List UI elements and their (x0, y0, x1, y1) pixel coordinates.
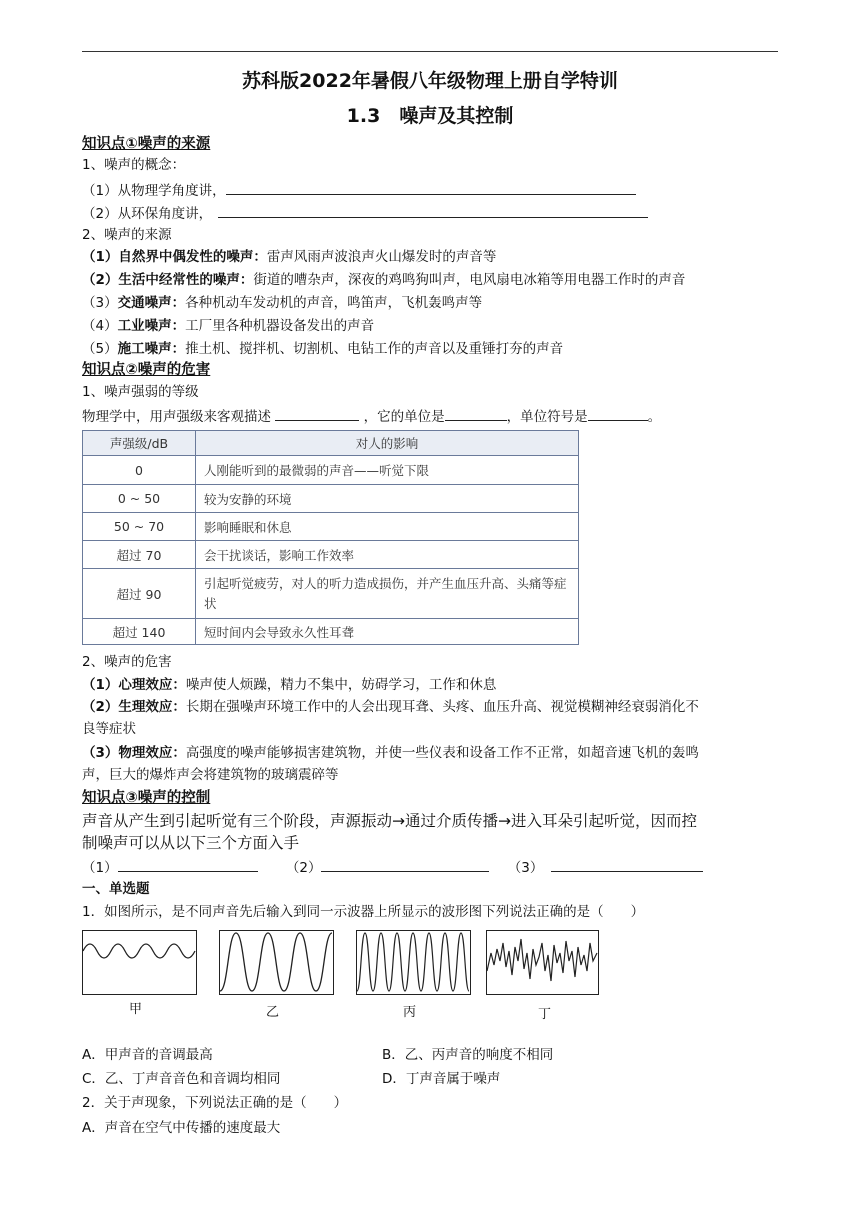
text-line (82, 294, 482, 312)
decibel-table (82, 430, 579, 645)
header-rule (82, 51, 778, 52)
fill-label: 物理学中，用声强级来客观描述 (82, 409, 276, 425)
text-line: 2、噪声的来源 (82, 227, 172, 243)
text-line (82, 340, 563, 358)
term-desc: 噪声使人烦躁，精力不集中，妨碍学习，工作和休息 (185, 677, 497, 693)
waveform-panel-jia (82, 930, 197, 995)
table-cell: 超过 90 (83, 569, 196, 619)
item-number: （3） (82, 295, 118, 311)
text-line (82, 248, 496, 266)
option-d[interactable]: D．丁声音属于噪声 (382, 1071, 501, 1087)
question-section-title: 一、单选题 (82, 881, 150, 897)
text-line: 1、噪声强弱的等级 (82, 384, 199, 400)
item-number: （1） (82, 860, 118, 876)
text-line: 2、噪声的危害 (82, 654, 172, 670)
text-line: 声，巨大的爆炸声会将建筑物的玻璃震碎等 (82, 767, 339, 783)
waveform-bing (357, 931, 470, 994)
table-row (83, 619, 579, 645)
table-cell: 50 ~ 70 (83, 513, 196, 541)
waveform-jia (83, 931, 196, 994)
bold-term: 交通噪声： (117, 295, 186, 311)
table-header: 对人的影响 (196, 431, 579, 456)
text-line (82, 676, 496, 694)
term-desc: 推土机、搅拌机、切割机、电钻工作的声音以及重锤打夯的声音 (185, 341, 564, 357)
answer-blank[interactable] (218, 203, 648, 218)
text-line: 声音从产生到引起听觉有三个阶段，声源振动→通过介质传播→进入耳朵引起听觉，因而控 (82, 812, 697, 830)
table-row (83, 541, 579, 569)
bold-term: （3）物理效应： (82, 745, 186, 761)
table-cell: 超过 140 (83, 619, 196, 645)
text-line (82, 203, 648, 223)
bold-term: （1）心理效应： (82, 677, 186, 693)
table-cell: 引起听觉疲劳，对人的听力造成损伤，并产生血压升高、头痛等症状 (196, 569, 579, 619)
answer-blank[interactable] (275, 406, 359, 421)
text-line (82, 271, 685, 289)
page-subtitle: 1.3 噪声及其控制 (346, 105, 514, 127)
answer-blank[interactable] (551, 857, 703, 872)
table-row (83, 456, 579, 485)
answer-blank[interactable] (588, 406, 648, 421)
table-cell: 人刚能听到的最微弱的声音——听觉下限 (196, 456, 579, 485)
term-desc: 长期在强噪声环境工作中的人会出现耳聋、头疼、血压升高、视觉模糊神经衰弱消化不 (185, 699, 699, 715)
fill-label: ，它的单位是 (359, 409, 445, 425)
text-line: 1、噪声的概念： (82, 157, 186, 173)
waveform-label: 乙 (266, 1005, 280, 1020)
bold-term: （1）自然界中偶发性的噪声： (82, 249, 267, 265)
waveform-yi (220, 931, 333, 994)
term-desc: 各种机动车发动机的声音，鸣笛声，飞机轰鸣声等 (185, 295, 483, 311)
bold-term: （2）生理效应： (82, 699, 186, 715)
text-line (82, 857, 703, 877)
table-cell: 0 (83, 456, 196, 485)
table-cell: 短时间内会导致永久性耳聋 (196, 619, 579, 645)
bold-term: 工业噪声： (117, 318, 186, 334)
section-heading-1: 知识点①噪声的来源 (82, 136, 211, 152)
text-line (82, 180, 636, 200)
section-heading-2: 知识点②噪声的危害 (82, 362, 211, 378)
waveform-panel-ding (486, 930, 599, 995)
text-line (82, 406, 661, 426)
page-title: 苏科版2022年暑假八年级物理上册自学特训 (242, 70, 618, 92)
option-c[interactable]: C．乙、丁声音音色和音调均相同 (82, 1071, 281, 1087)
table-cell: 会干扰谈话，影响工作效率 (196, 541, 579, 569)
text-line: 良等症状 (82, 721, 136, 737)
table-cell: 影响睡眠和休息 (196, 513, 579, 541)
answer-blank[interactable] (321, 857, 489, 872)
answer-blank[interactable] (118, 857, 258, 872)
term-desc: 工厂里各种机器设备发出的声音 (185, 318, 375, 334)
waveform-panel-bing (356, 930, 471, 995)
question-2: 2．关于声现象，下列说法正确的是（ ） (82, 1095, 348, 1111)
waveform-label: 甲 (129, 1002, 143, 1017)
question-1: 1．如图所示，是不同声音先后输入到同一示波器上所显示的波形图下列说法正确的是（ ） (82, 904, 645, 920)
table-header: 声强级/dB (83, 431, 196, 456)
item-number: （4） (82, 318, 118, 334)
term-desc: 雷声风雨声波浪声火山爆发时的声音等 (266, 249, 497, 265)
option-a[interactable]: A．甲声音的音调最高 (82, 1047, 213, 1063)
item-number: （3） (507, 860, 544, 876)
table-cell: 较为安静的环境 (196, 485, 579, 513)
option-a[interactable]: A．声音在空气中传播的速度最大 (82, 1120, 281, 1136)
fill-label: ，单位符号是 (506, 409, 588, 425)
fill-label: （2）从环保角度讲， (82, 206, 213, 222)
waveform-label: 丁 (538, 1007, 552, 1022)
bold-term: 施工噪声： (117, 341, 186, 357)
fill-label: （1）从物理学角度讲， (82, 183, 226, 199)
item-number: （2） (285, 860, 322, 876)
waveform-ding (487, 931, 598, 994)
text-line: 制噪声可以从以下三个方面入手 (82, 834, 300, 852)
text-line (82, 317, 374, 335)
table-cell: 0 ~ 50 (83, 485, 196, 513)
text-line (82, 698, 699, 716)
table-row (83, 485, 579, 513)
term-desc: 街道的嘈杂声，深夜的鸡鸣狗叫声，电风扇电冰箱等用电器工作时的声音 (253, 272, 686, 288)
table-row (83, 513, 579, 541)
waveform-label: 丙 (403, 1005, 417, 1020)
answer-blank[interactable] (445, 406, 507, 421)
fill-label: 。 (647, 409, 662, 425)
section-heading-3: 知识点③噪声的控制 (82, 790, 211, 806)
table-row (83, 569, 579, 619)
answer-blank[interactable] (226, 180, 636, 195)
option-b[interactable]: B．乙、丙声音的响度不相同 (382, 1047, 554, 1063)
term-desc: 高强度的噪声能够损害建筑物，并使一些仪表和设备工作不正常，如超音速飞机的轰鸣 (185, 745, 699, 761)
table-cell: 超过 70 (83, 541, 196, 569)
bold-term: （2）生活中经常性的噪声： (82, 272, 254, 288)
item-number: （5） (82, 341, 118, 357)
text-line (82, 744, 699, 762)
waveform-panel-yi (219, 930, 334, 995)
